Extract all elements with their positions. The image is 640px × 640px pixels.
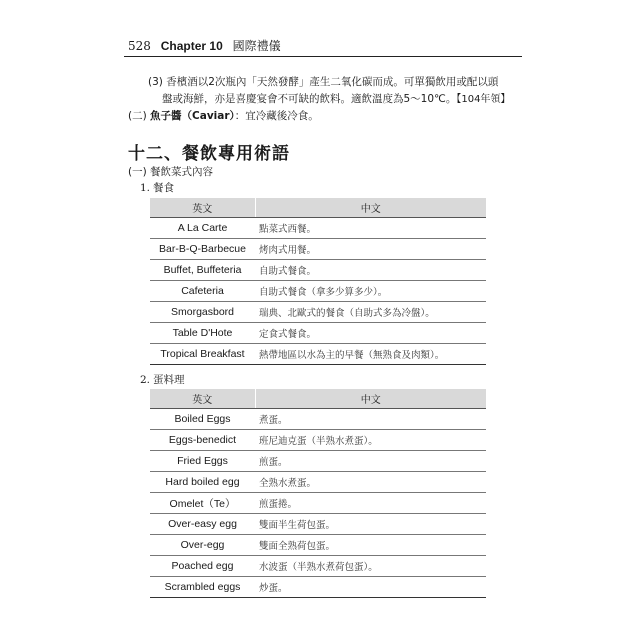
column-header-english: 英文 <box>150 389 255 409</box>
meals-number: 1. <box>140 182 151 194</box>
table-row <box>150 451 486 472</box>
meals-table <box>150 198 486 365</box>
term-chinese: 煎蛋。 <box>255 451 486 472</box>
term-english: Tropical Breakfast <box>150 344 255 365</box>
term-chinese: 炒蛋。 <box>255 577 486 598</box>
term-english: Table D'Hote <box>150 323 255 344</box>
table-row <box>150 239 486 260</box>
page-number: 528 <box>128 39 151 53</box>
term-english: Hard boiled egg <box>150 472 255 493</box>
sub-heading: (一) 餐飲菜式內容 <box>128 166 214 178</box>
term-english: Omelet（Te） <box>150 493 255 514</box>
eggs-table <box>150 389 486 598</box>
caviar-term: 魚子醬（Caviar） <box>150 110 235 122</box>
table-header-row <box>150 389 486 409</box>
term-chinese: 點菜式西餐。 <box>255 218 486 239</box>
term-chinese: 自助式餐食。 <box>255 260 486 281</box>
chapter-label: Chapter 10 <box>160 39 223 53</box>
term-english: Eggs-benedict <box>150 430 255 451</box>
table-row <box>150 302 486 323</box>
table-row <box>150 556 486 577</box>
term-chinese: 自助式餐食（拿多少算多少）。 <box>255 281 486 302</box>
term-chinese: 烤肉式用餐。 <box>255 239 486 260</box>
term-english: Over-egg <box>150 535 255 556</box>
term-chinese: 水波蛋（半熟水煮荷包蛋）。 <box>255 556 486 577</box>
term-english: Cafeteria <box>150 281 255 302</box>
champagne-text: 盤或海鮮，亦是喜慶宴會不可缺的飲料。適飲溫度為5～10℃。 <box>162 93 457 105</box>
eggs-number: 2. <box>140 374 151 386</box>
caviar-prefix: (二) <box>128 110 147 122</box>
term-chinese: 熱帶地區以水為主的早餐（無熟食及肉類）。 <box>255 344 486 365</box>
table-row <box>150 430 486 451</box>
term-english: Scrambled eggs <box>150 577 255 598</box>
column-header-english: 英文 <box>150 198 255 218</box>
table-header-row <box>150 198 486 218</box>
term-english: Fried Eggs <box>150 451 255 472</box>
term-chinese: 班尼迪克蛋（半熟水煮蛋）。 <box>255 430 486 451</box>
caviar-text: ：宜冷藏後冷食。 <box>234 110 319 122</box>
champagne-paragraph-line1: (3) 香檳酒以2次瓶內「天然發酵」產生二氧化碳而成。可單獨飲用或配以頭 <box>148 76 499 88</box>
column-header-chinese: 中文 <box>255 389 486 409</box>
header-rule <box>124 56 522 57</box>
meals-heading <box>140 180 174 195</box>
table-row <box>150 218 486 239</box>
term-english: Buffet, Buffeteria <box>150 260 255 281</box>
eggs-title: 蛋料理 <box>153 374 185 386</box>
term-chinese: 雙面全熟荷包蛋。 <box>255 535 486 556</box>
table-row <box>150 344 486 365</box>
champagne-paragraph-line2 <box>162 91 510 108</box>
table-row <box>150 493 486 514</box>
column-header-chinese: 中文 <box>255 198 486 218</box>
table-row <box>150 577 486 598</box>
caviar-paragraph <box>128 108 319 124</box>
term-chinese: 煮蛋。 <box>255 409 486 430</box>
meals-title: 餐食 <box>153 182 175 194</box>
table-row <box>150 472 486 493</box>
eggs-heading <box>140 372 185 387</box>
term-chinese: 定食式餐食。 <box>255 323 486 344</box>
term-english: Smorgasbord <box>150 302 255 323</box>
table-row <box>150 535 486 556</box>
term-english: Over-easy egg <box>150 514 255 535</box>
chapter-title: 國際禮儀 <box>232 39 281 53</box>
term-chinese: 全熟水煮蛋。 <box>255 472 486 493</box>
term-chinese: 煎蛋捲。 <box>255 493 486 514</box>
section-title: 十二、餐飲專用術語 <box>128 144 290 164</box>
table-row <box>150 409 486 430</box>
table-row <box>150 514 486 535</box>
term-chinese: 瑞典、北歐式的餐食（自助式多為冷盤）。 <box>255 302 486 323</box>
exam-tag: 【104年領】 <box>456 94 511 105</box>
term-english: Poached egg <box>150 556 255 577</box>
table-row <box>150 323 486 344</box>
term-english: Boiled Eggs <box>150 409 255 430</box>
term-chinese: 雙面半生荷包蛋。 <box>255 514 486 535</box>
term-english: A La Carte <box>150 218 255 239</box>
table-row <box>150 260 486 281</box>
running-header <box>128 37 281 54</box>
term-english: Bar-B-Q-Barbecue <box>150 239 255 260</box>
table-row <box>150 281 486 302</box>
